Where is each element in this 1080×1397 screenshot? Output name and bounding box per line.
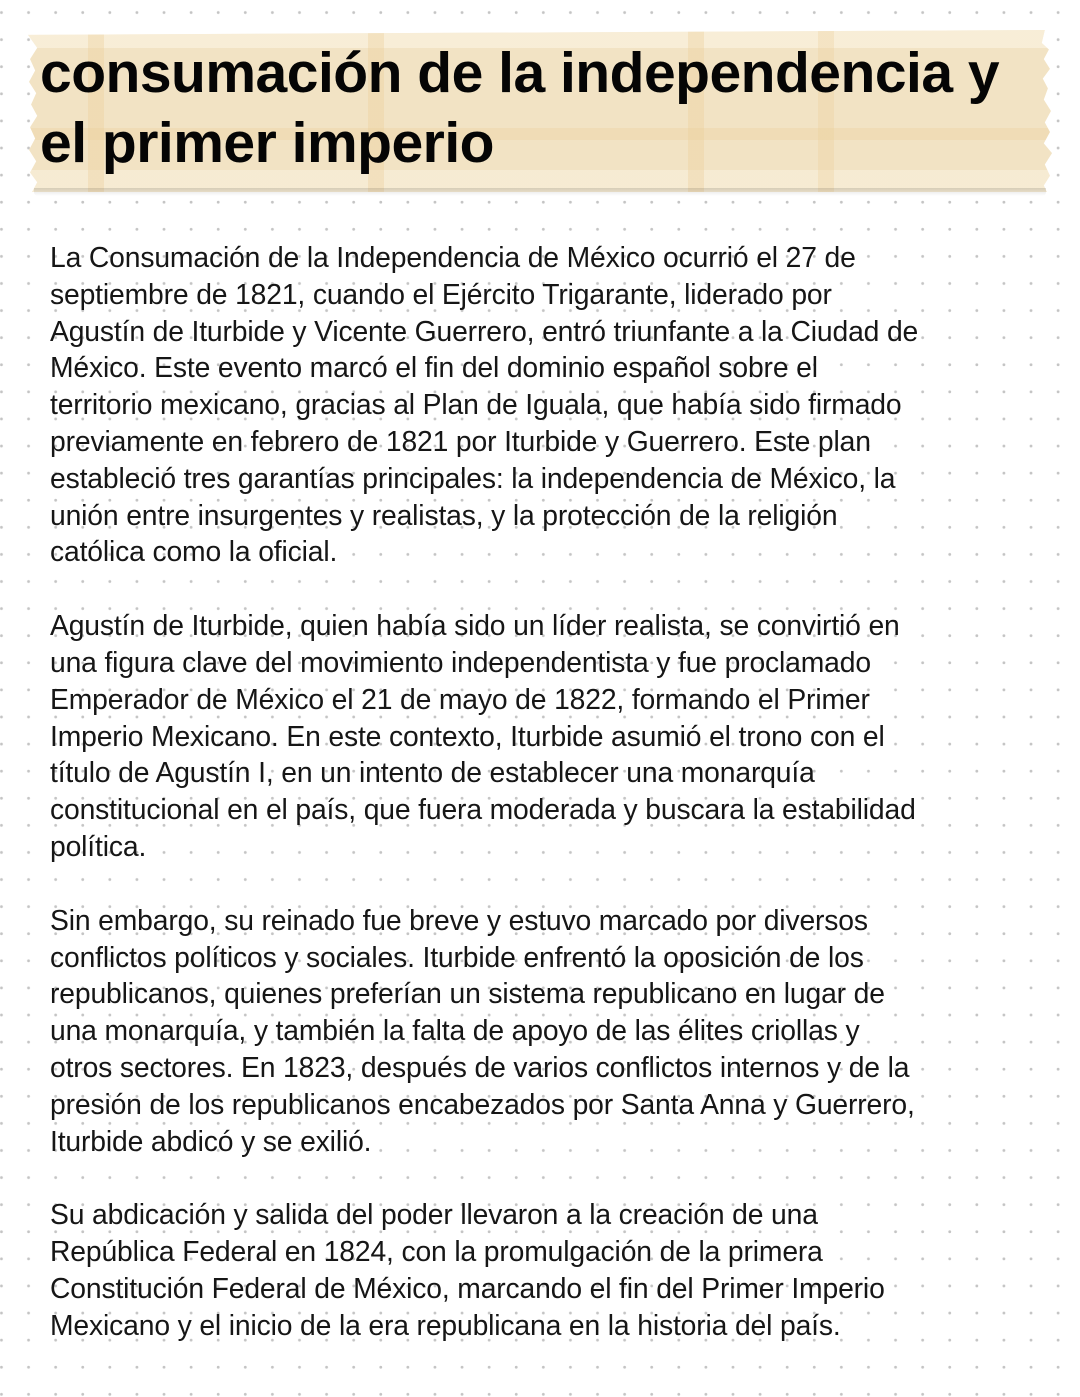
text-line: República Federal en 1824, con la promulgación de la primera xyxy=(50,1235,823,1268)
text-line: territorio mexicano, gracias al Plan de Iguala, que había sido firmado xyxy=(50,388,902,421)
paragraph-republica xyxy=(50,1196,1035,1343)
text-line: Imperio Mexicano. En este contexto, Iturbide asumió el trono con el xyxy=(50,719,885,752)
text-line: presión de los republicanos encabezados por Santa Anna y Guerrero, xyxy=(50,1087,915,1120)
text-line: otros sectores. En 1823, después de varios conflictos internos y de la xyxy=(50,1050,910,1083)
text-line: una monarquía, y también la falta de apoyo de las élites criollas y xyxy=(50,1014,860,1047)
text-line: La Consumación de la Independencia de México ocurrió el 27 de xyxy=(50,241,856,273)
text-line: estableció tres garantías principales: la independencia de México, la xyxy=(50,461,896,494)
text-line: unión entre insurgentes y realistas, y la protección de la religión xyxy=(50,498,838,531)
title-line-2: el primer imperio xyxy=(40,111,494,175)
paragraph-consumacion xyxy=(50,239,1035,570)
text-line: Mexicano y el inicio de la era republicana en la historia del país. xyxy=(50,1308,841,1341)
text-line: Su abdicación y salida del poder llevaron a la creación de una xyxy=(50,1198,818,1231)
text-line: México. Este evento marcó el fin del dominio español sobre el xyxy=(50,351,818,384)
text-line: Iturbide abdicó y se exilió. xyxy=(50,1124,372,1157)
tape-shadow xyxy=(34,188,1046,196)
text-line: republicanos, quienes preferían un sistema republicano en lugar de xyxy=(50,977,885,1010)
text-line: católica como la oficial. xyxy=(50,535,338,568)
text-line: conflictos políticos y sociales. Iturbide enfrentó la oposición de los xyxy=(50,940,864,973)
paragraph-reinado xyxy=(50,902,1035,1160)
text-line: título de Agustín I, en un intento de establecer una monarquía xyxy=(50,756,815,789)
page-title xyxy=(40,38,1050,178)
text-line: constitucional en el país, que fuera moderada y buscara la estabilidad xyxy=(50,793,916,826)
text-line: Constitución Federal de México, marcando el fin del Primer Imperio xyxy=(50,1271,885,1304)
paragraph-iturbide xyxy=(50,607,1035,865)
text-line: Agustín de Iturbide y Vicente Guerrero, entró triunfante a la Ciudad de xyxy=(50,314,919,347)
body-content xyxy=(50,239,1035,1344)
text-line: Sin embargo, su reinado fue breve y estuvo marcado por diversos xyxy=(50,903,868,936)
text-line: Emperador de México el 21 de mayo de 1822, formando el Primer xyxy=(50,682,870,715)
title-line-1: consumación de la independencia y xyxy=(40,41,1000,105)
text-line: una figura clave del movimiento independentista y fue proclamado xyxy=(50,645,871,678)
text-line: septiembre de 1821, cuando el Ejército Trigarante, liderado por xyxy=(50,277,832,310)
text-line: política. xyxy=(50,829,147,862)
text-line: Agustín de Iturbide, quien había sido un líder realista, se convirtió en xyxy=(50,609,900,642)
text-line: previamente en febrero de 1821 por Iturbide y Guerrero. Este plan xyxy=(50,424,871,457)
